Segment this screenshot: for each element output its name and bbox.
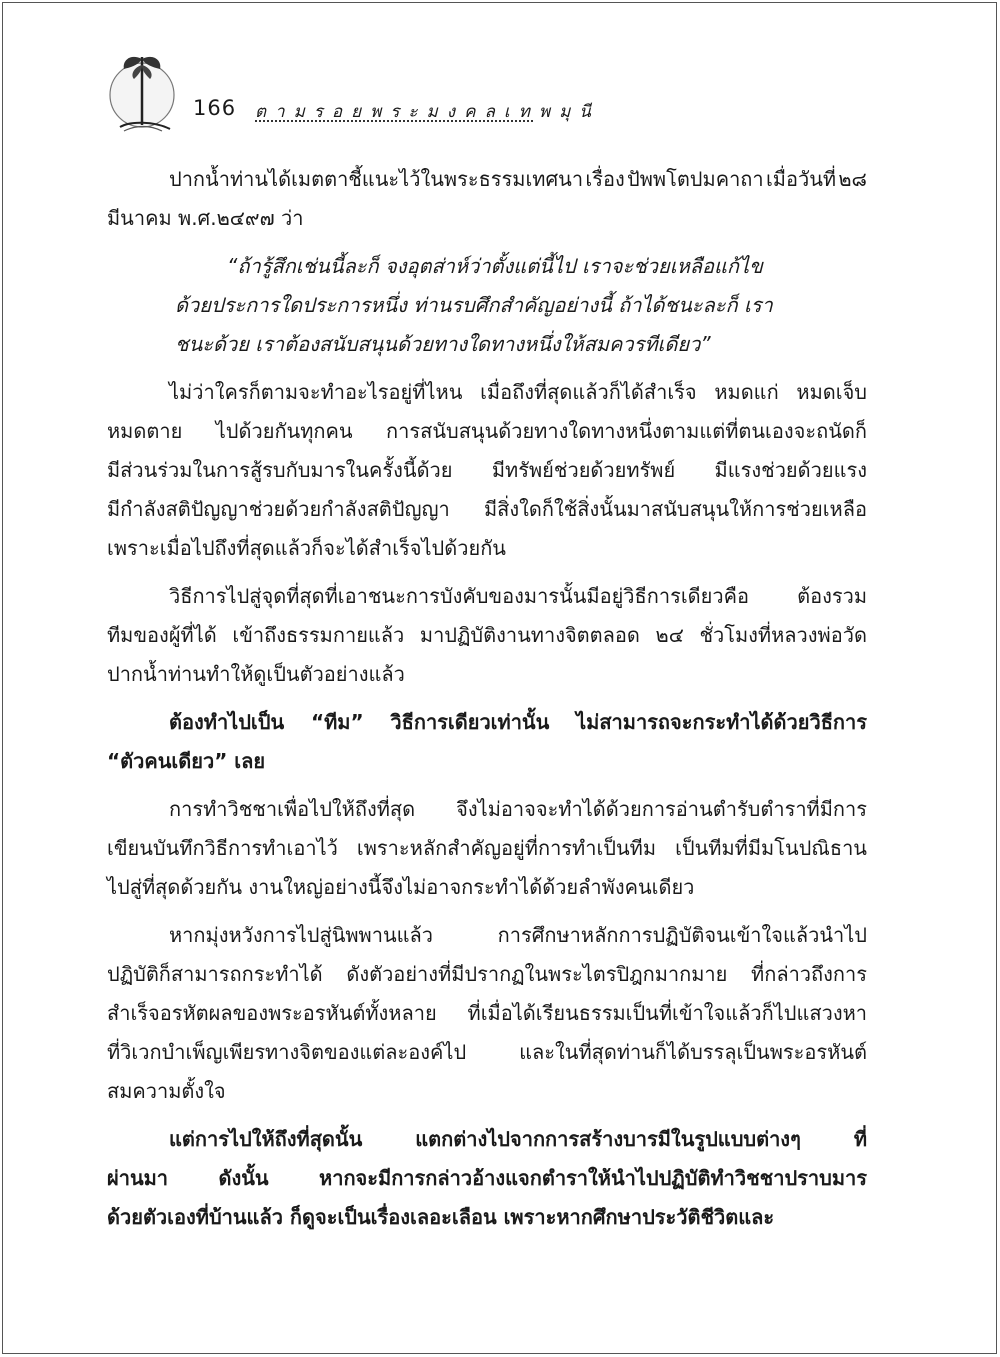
paragraph (107, 790, 867, 907)
text-line (107, 616, 867, 655)
word: เข้าถึงธรรมกายแล้ว (232, 623, 405, 647)
word: เมื่อวันที่ (765, 167, 837, 191)
word: หมดตาย (107, 419, 183, 443)
text-line (107, 916, 867, 955)
paragraph (107, 247, 867, 364)
word: ดังนั้น (218, 1166, 269, 1190)
paragraph-gap (107, 568, 867, 577)
title-dotted-rule (255, 120, 533, 122)
text-line (107, 955, 867, 994)
word: มาปฏิบัติงานทางจิตตลอด (419, 623, 640, 647)
paragraph-gap (107, 364, 867, 373)
word: มีทรัพย์ช่วยด้วยทรัพย์ (491, 458, 676, 482)
text-line (107, 490, 867, 529)
word: และในที่สุดท่านก็ได้บรรลุเป็นพระอรหันต์ (519, 1040, 867, 1064)
word: ที่กล่าวถึงการ (751, 962, 867, 986)
text-line (107, 451, 867, 490)
text-line: ชนะด้วย เราต้องสนับสนุนด้วยทางใดทางหนึ่งให้สมควรทีเดียว” (175, 332, 711, 356)
word: “ทีม” (310, 710, 364, 734)
word: ผ่านมา (107, 1166, 169, 1190)
text-line (107, 160, 867, 199)
text-line: ด้วยประการใดประการหนึ่ง ท่านรบศึกสำคัญอย่างนี้ ถ้าได้ชนะละก็ เรา (175, 293, 773, 317)
word: จึงไม่อาจจะทำได้ด้วยการอ่านตำรับตำราที่มีการ (456, 797, 867, 821)
word: เป็นทีมที่มีมโนปณิธาน (675, 836, 867, 860)
paragraph-gap (107, 781, 867, 790)
text-line (107, 994, 867, 1033)
word: ๒๘ (838, 167, 867, 191)
text-line (107, 577, 867, 616)
word: หมดเจ็บ (796, 380, 867, 404)
text-line: “ตัวคนเดียว” เลย (107, 749, 266, 773)
paragraph (107, 160, 867, 238)
word: ที่ (853, 1127, 867, 1151)
running-title: ตามรอยพระมงคลเทพมุนี (255, 102, 600, 122)
paragraph (107, 577, 867, 694)
paragraph (107, 373, 867, 568)
word: มีสิ่งใดก็ใช้สิ่งนั้นมาสนับสนุนให้การช่วยเหลือ (483, 497, 867, 521)
word: เพราะหลักสำคัญอยู่ที่การทำเป็นทีม (356, 836, 657, 860)
word: ปฏิบัติก็สามารถกระทำได้ (107, 962, 323, 986)
text-line: ด้วยตัวเองที่บ้านแล้ว ก็ดูจะเป็นเรื่องเลอะเลือน เพราะหากศึกษาประวัติชีวิตและ (107, 1205, 775, 1229)
word: ปัพพโตปมคาถา (627, 167, 764, 191)
word: ปากน้ำท่านได้เมตตาชี้แนะไว้ในพระธรรมเทศนา (169, 167, 584, 191)
word: มีส่วนร่วมในการสู้รบกับมารในครั้งนี้ด้วย (107, 458, 453, 482)
word: ไปด้วยกันทุกคน (215, 419, 353, 443)
word: สำเร็จอรหัตผลของพระอรหันต์ทั้งหลาย (107, 1001, 437, 1025)
text-line (107, 1033, 867, 1072)
word: วิธีการไปสู่จุดที่สุดที่เอาชนะการบังคับของมารนั้นมีอยู่วิธีการเดียวคือ (169, 584, 749, 608)
lotus-moon-icon (100, 45, 180, 135)
word: วิธีการเดียวเท่านั้น (390, 710, 550, 734)
word: ชั่วโมงที่หลวงพ่อวัด (699, 623, 867, 647)
paragraph (107, 703, 867, 781)
word: การทำวิชชาเพื่อไปให้ถึงที่สุด (169, 797, 416, 821)
word: ต้องรวม (797, 584, 867, 608)
word: การสนับสนุนด้วยทางใดทางหนึ่งตามแต่ที่ตนเองจะถนัดก็ (386, 419, 867, 443)
word: หมดแก่ (714, 380, 779, 404)
word: ๒๔ (655, 623, 684, 647)
word: ไม่สามารถจะกระทำได้ด้วยวิธีการ (576, 710, 867, 734)
word: เขียนบันทึกวิธีการทำเอาไว้ (107, 836, 338, 860)
text-line (107, 412, 867, 451)
word: หากมุ่งหวังการไปสู่นิพพานแล้ว (169, 923, 434, 947)
word: ที่วิเวกบำเพ็ญเพียรทางจิตของแต่ละองค์ไป (107, 1040, 467, 1064)
page-number: 166 (193, 96, 237, 120)
word: ไม่ว่าใครก็ตามจะทำอะไรอยู่ที่ไหน (169, 380, 463, 404)
text-line: “ถ้ารู้สึกเช่นนี้ละก็ จงอุตส่าห์ว่าตั้งแต่นี้ไป เราจะช่วยเหลือแก้ไข (227, 254, 763, 278)
word: แตกต่างไปจากการสร้างบารมีในรูปแบบต่างๆ (415, 1127, 801, 1151)
text-line (107, 790, 867, 829)
text-line (107, 373, 867, 412)
text-line (107, 703, 867, 742)
text-line (107, 829, 867, 868)
text-line: เพราะเมื่อไปถึงที่สุดแล้วก็จะได้สำเร็จไปด้วยกัน (107, 536, 506, 560)
word: การศึกษาหลักการปฏิบัติจนเข้าใจแล้วนำไป (497, 923, 867, 947)
word: เรื่อง (585, 167, 625, 191)
paragraph-gap (107, 694, 867, 703)
paragraph (107, 916, 867, 1111)
text-line: ไปสู่ที่สุดด้วยกัน งานใหญ่อย่างนี้จึงไม่อาจกระทำได้ด้วยลำพังคนเดียว (107, 875, 695, 899)
paragraph-gap (107, 1111, 867, 1120)
text-line: มีนาคม พ.ศ.๒๔๙๗ ว่า (107, 206, 304, 230)
word: ดังตัวอย่างที่มีปรากฏในพระไตรปิฎกมากมาย (346, 962, 728, 986)
text-line: ปากน้ำท่านทำให้ดูเป็นตัวอย่างแล้ว (107, 662, 405, 686)
word: แต่การไปให้ถึงที่สุดนั้น (169, 1127, 363, 1151)
word: เมื่อถึงที่สุดแล้วก็ได้สำเร็จ (480, 380, 697, 404)
word: มีกำลังสติปัญญาช่วยด้วยกำลังสติปัญญา (107, 497, 450, 521)
paragraph (107, 1120, 867, 1237)
word: หากจะมีการกล่าวอ้างแจกตำราให้นำไปปฏิบัติทำวิชชาปราบมาร (319, 1166, 867, 1190)
paragraph-gap (107, 238, 867, 247)
body-text (107, 160, 867, 1237)
word: มีแรงช่วยด้วยแรง (714, 458, 867, 482)
text-line (107, 1159, 867, 1198)
word: ทีมของผู้ที่ได้ (107, 623, 217, 647)
text-line: สมความตั้งใจ (107, 1079, 226, 1103)
paragraph-gap (107, 907, 867, 916)
text-line (107, 1120, 867, 1159)
word: ต้องทำไปเป็น (169, 710, 285, 734)
word: ที่เมื่อได้เรียนธรรมเป็นที่เข้าใจแล้วก็ไปแสวงหา (467, 1001, 867, 1025)
